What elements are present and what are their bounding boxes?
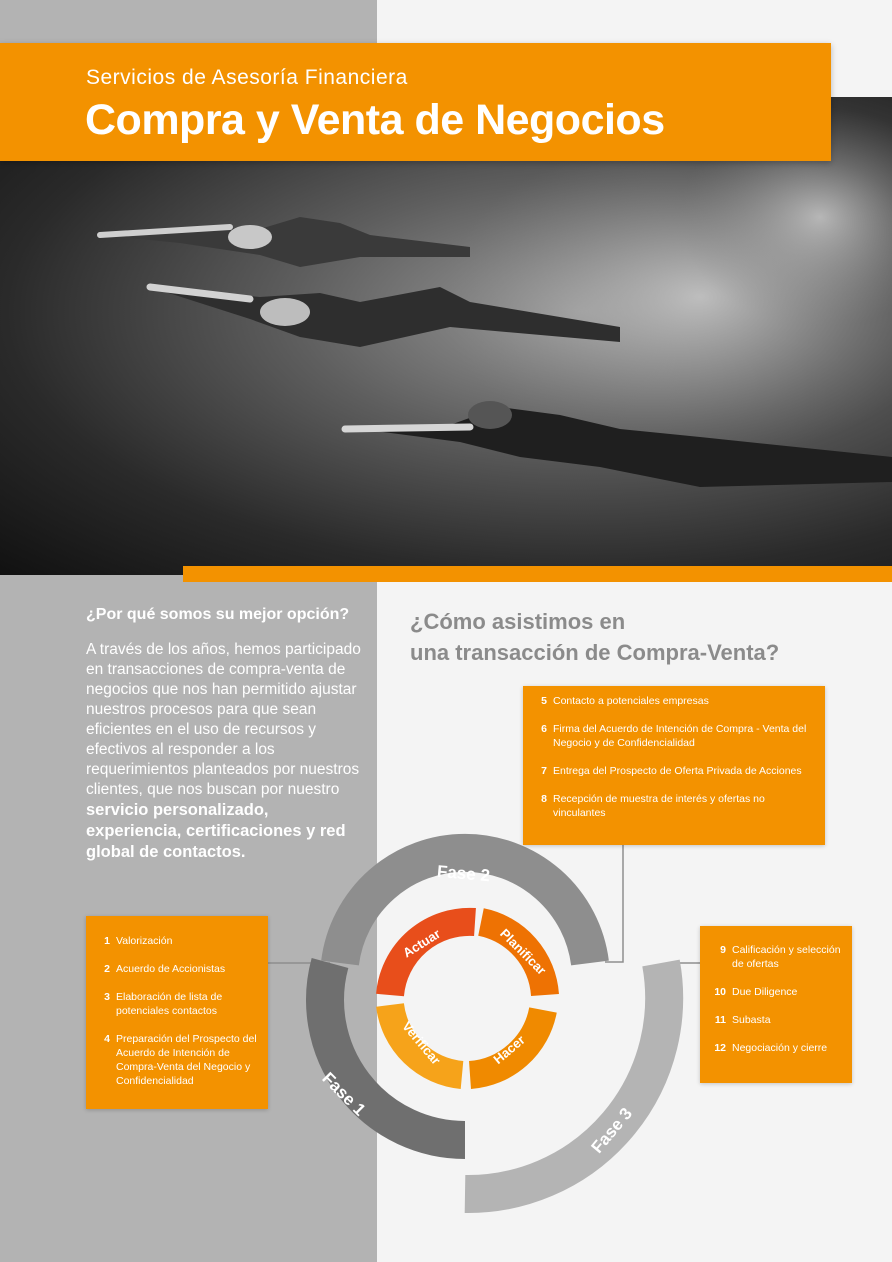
cycle-actuar-label: Actuar (400, 925, 444, 961)
how-title-line2: una transacción de Compra-Venta? (410, 640, 780, 665)
list-item: 12 Negociación y cierre (714, 1042, 828, 1054)
phase1-label: Fase 1 (318, 1068, 370, 1120)
cycle-planificar-label: Planificar (497, 925, 550, 978)
list-item: 2 Acuerdo de Accionistas (104, 963, 226, 975)
phase3-steps-box (700, 926, 852, 1083)
list-item: 10 Due Diligence (714, 986, 798, 998)
list-item: 6 Firma del Acuerdo de Intención de Compra - Venta del Negocio y de Confidencialidad (541, 723, 807, 749)
phase2-steps-box (523, 686, 825, 845)
why-text (86, 640, 366, 863)
list-item: 11 Subasta (714, 1014, 771, 1026)
list-item: 5 Contacto a potenciales empresas (541, 695, 709, 707)
phase3-label: Fase 3 (587, 1104, 637, 1157)
swimmers-photo (0, 97, 892, 575)
why-text-body: A través de los años, hemos participado en transacciones de compra-venta de negocios que nos han permitido ajustar nuestros procesos para que sean eficientes en el uso de recursos y efectivos al responder a los requerimientos planteados por nuestros clientes, que nos buscan por nuestro (86, 641, 361, 798)
why-text-strong: servicio personalizado, experiencia, certificaciones y red global de contactos. (86, 801, 346, 861)
header-title: Compra y Venta de Negocios (85, 96, 665, 144)
orange-accent-bar (183, 566, 892, 582)
list-item: 9 Calificación y selección de ofertas (720, 944, 841, 970)
cycle-hacer-label: Hacer (490, 1032, 528, 1067)
cycle-verificar-label: Verificar (399, 1018, 444, 1068)
how-title (410, 606, 870, 668)
list-item: 7 Entrega del Prospecto de Oferta Privada de Acciones (541, 765, 802, 777)
phase2-label: Fase 2 (436, 861, 491, 886)
list-item: 1 Valorización (104, 935, 173, 947)
swimmers-illustration (0, 97, 892, 575)
how-title-line1: ¿Cómo asistimos en (410, 609, 626, 634)
list-item: 3 Elaboración de lista de potenciales contactos (104, 991, 223, 1017)
why-title: ¿Por qué somos su mejor opción? (86, 606, 350, 623)
phase1-steps-box (86, 916, 268, 1109)
list-item: 4 Preparación del Prospecto del Acuerdo de Intención de Compra-Venta del Negocio y Confidencialidad (104, 1033, 257, 1087)
list-item: 8 Recepción de muestra de interés y ofertas no vinculantes (541, 793, 765, 819)
header-subtitle: Servicios de Asesoría Financiera (86, 66, 408, 89)
